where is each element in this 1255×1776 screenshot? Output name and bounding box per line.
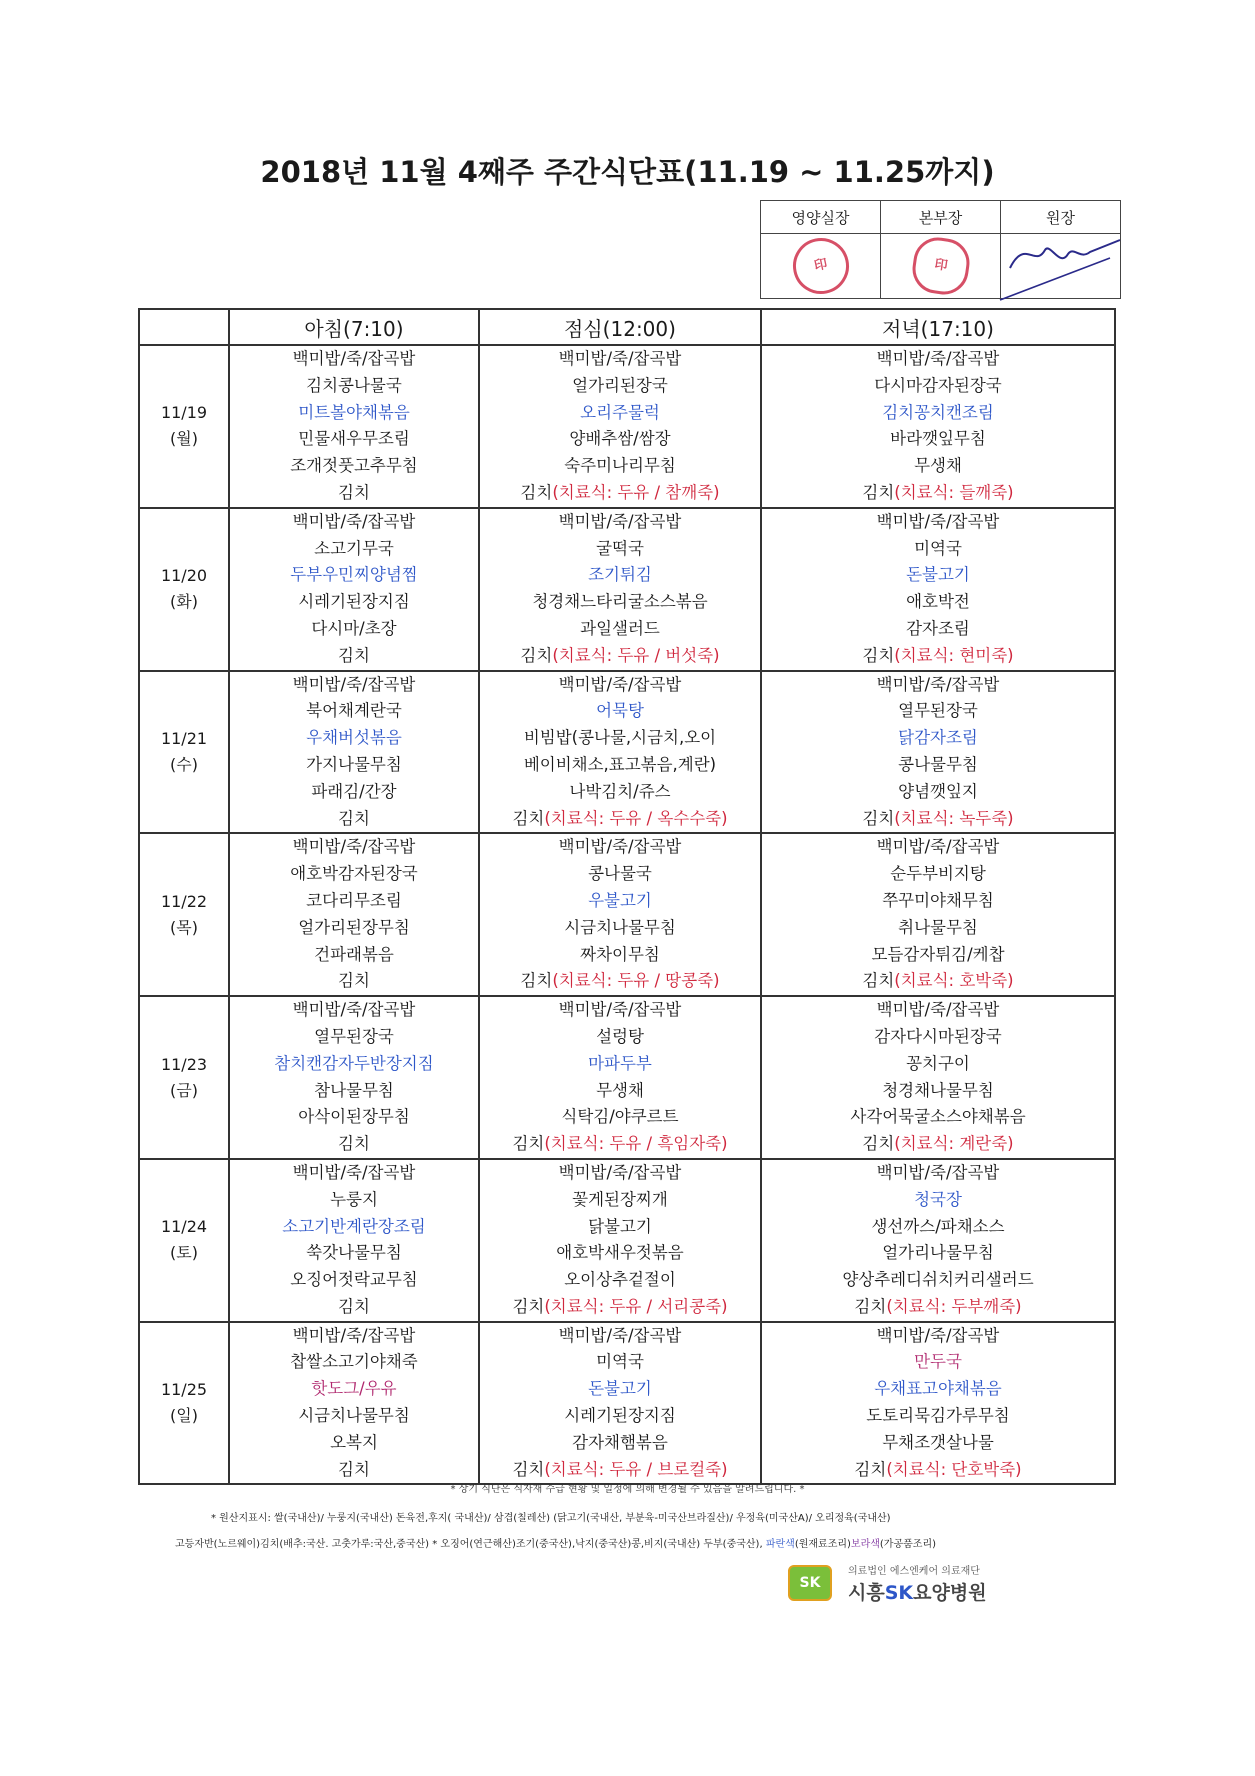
approval-header-nutrition: 영양실장 bbox=[761, 201, 881, 234]
menu-item: 비빔밥(콩나물,시금치,오이 bbox=[523, 728, 717, 748]
menu-item-kimchi: 김치 bbox=[862, 1134, 895, 1154]
menu-item bbox=[762, 643, 1114, 670]
menu-item: 무생채 bbox=[596, 1080, 644, 1100]
menu-item: 감자다시마된장국 bbox=[874, 1026, 1002, 1046]
legend-purple: 보라색 bbox=[850, 1539, 880, 1550]
approval-header-head: 원장 bbox=[1001, 201, 1121, 234]
menu-item: 콩나물무침 bbox=[898, 754, 978, 774]
menu-item: 우불고기 bbox=[588, 890, 652, 910]
menu-item: 백미밥/죽/잡곡밥 bbox=[558, 511, 682, 531]
menu-item: 코다리무조림 bbox=[306, 890, 402, 910]
day-weekday: (목) bbox=[170, 917, 198, 937]
dinner-cell bbox=[761, 1322, 1115, 1485]
day-weekday: (토) bbox=[170, 1243, 198, 1263]
day-date: 11/19 bbox=[160, 403, 208, 423]
menu-item-kimchi: 김치 bbox=[520, 645, 553, 665]
day-date: 11/21 bbox=[160, 728, 208, 748]
menu-item: 모듬감자튀김/케찹 bbox=[871, 944, 1005, 964]
menu-item: 두부우민찌양념찜 bbox=[290, 565, 418, 585]
menu-item: 백미밥/죽/잡곡밥 bbox=[558, 1000, 682, 1020]
therapeutic-diet-note: (치료식: 두유 / 흑임자죽) bbox=[544, 1134, 728, 1154]
day-weekday: (일) bbox=[170, 1406, 198, 1426]
menu-item: 백미밥/죽/잡곡밥 bbox=[876, 511, 1000, 531]
menu-item: 백미밥/죽/잡곡밥 bbox=[292, 837, 416, 857]
table-row bbox=[139, 1322, 1115, 1485]
menu-item: 오리주물럭 bbox=[580, 402, 660, 422]
menu-item bbox=[480, 643, 760, 670]
day-weekday: (월) bbox=[170, 429, 198, 449]
menu-item: 다시마감자된장국 bbox=[874, 375, 1002, 395]
seal-stamp-icon: 印 bbox=[909, 234, 972, 297]
therapeutic-diet-note: (치료식: 들깨죽) bbox=[894, 482, 1014, 502]
menu-item: 오이상추겉절이 bbox=[564, 1270, 676, 1290]
menu-item: 백미밥/죽/잡곡밥 bbox=[558, 349, 682, 368]
table-row bbox=[139, 508, 1115, 671]
breakfast-cell bbox=[229, 833, 479, 996]
menu-item: 우채버섯볶음 bbox=[306, 728, 402, 748]
menu-item: 생선까스/파채소스 bbox=[871, 1216, 1005, 1236]
legend-blue-desc: (원재료조리) bbox=[794, 1539, 851, 1550]
menu-item: 김치꽁치캔조림 bbox=[882, 402, 994, 422]
menu-item: 양념깻잎지 bbox=[898, 781, 978, 801]
menu-item: 백미밥/죽/잡곡밥 bbox=[292, 511, 416, 531]
menu-item: 애호박새우젓볶음 bbox=[556, 1243, 684, 1263]
footer-origin-line2 bbox=[175, 1535, 936, 1550]
menu-item: 김치 bbox=[338, 482, 370, 502]
menu-item: 돈불고기 bbox=[906, 565, 970, 585]
hospital-logo-icon: SK bbox=[788, 1565, 832, 1601]
day-date: 11/20 bbox=[160, 566, 208, 586]
menu-item: 만두국 bbox=[914, 1352, 962, 1372]
header-dinner: 저녁(17:10) bbox=[761, 309, 1115, 345]
menu-item-kimchi: 김치 bbox=[862, 482, 895, 502]
menu-item: 애호박감자된장국 bbox=[290, 864, 418, 884]
menu-item: 백미밥/죽/잡곡밥 bbox=[558, 1162, 682, 1182]
menu-item: 과일샐러드 bbox=[580, 618, 660, 638]
approval-header-director: 본부장 bbox=[881, 201, 1001, 234]
menu-item: 닭불고기 bbox=[588, 1216, 652, 1236]
menu-item: 김치 bbox=[338, 971, 370, 991]
therapeutic-diet-note: (치료식: 계란죽) bbox=[894, 1134, 1014, 1154]
menu-item: 양배추쌈/쌈장 bbox=[569, 429, 671, 449]
table-row bbox=[139, 1159, 1115, 1322]
menu-item: 청경채느타리굴소스볶음 bbox=[532, 592, 708, 612]
signature-icon bbox=[990, 228, 1130, 308]
menu-item: 청국장 bbox=[914, 1189, 962, 1209]
menu-item: 백미밥/죽/잡곡밥 bbox=[558, 1325, 682, 1345]
org-name bbox=[848, 1578, 987, 1605]
menu-item: 핫도그/우유 bbox=[311, 1379, 397, 1399]
menu-item: 무생채 bbox=[914, 456, 962, 476]
table-row bbox=[139, 996, 1115, 1159]
lunch-cell bbox=[479, 671, 761, 834]
menu-item: 얼가리된장국 bbox=[572, 375, 668, 395]
menu-item: 쭈꾸미야채무침 bbox=[882, 890, 994, 910]
menu-item-kimchi: 김치 bbox=[854, 1296, 887, 1316]
menu-item: 김치 bbox=[338, 1459, 370, 1479]
therapeutic-diet-note: (치료식: 두유 / 브로컬죽) bbox=[544, 1459, 728, 1479]
menu-item: 얼가리된장무침 bbox=[298, 917, 410, 937]
menu-item: 순두부비지탕 bbox=[890, 864, 986, 884]
menu-item: 양상추레디쉬치커리샐러드 bbox=[842, 1270, 1034, 1290]
menu-item: 청경채나물무침 bbox=[882, 1080, 994, 1100]
menu-item: 콩나물국 bbox=[588, 864, 652, 884]
approval-stamp-director-cell bbox=[881, 234, 1001, 299]
menu-item: 미트볼야채볶음 bbox=[298, 402, 410, 422]
origin-line2-text: 고등자반(노르웨이)김치(배추:국산. 고춧가루:국산,중국산) * 오징어(연근해산)조기(중국산),낙지(중국산)콩,비지(국내산) 두부(중국산), bbox=[175, 1539, 763, 1550]
breakfast-cell bbox=[229, 671, 479, 834]
menu-item: 백미밥/죽/잡곡밥 bbox=[292, 674, 416, 694]
menu-item: 감자조림 bbox=[906, 618, 970, 638]
day-date: 11/25 bbox=[160, 1380, 208, 1400]
menu-item-kimchi: 김치 bbox=[862, 971, 895, 991]
menu-item: 꽃게된장찌개 bbox=[572, 1189, 668, 1209]
day-cell bbox=[139, 508, 229, 671]
menu-item: 시금치나물무침 bbox=[298, 1406, 410, 1426]
lunch-cell bbox=[479, 1159, 761, 1322]
day-weekday: (금) bbox=[170, 1080, 198, 1100]
menu-item: 마파두부 bbox=[588, 1053, 652, 1073]
seal-stamp-icon: 印 bbox=[787, 233, 853, 299]
lunch-cell bbox=[479, 508, 761, 671]
menu-item: 열무된장국 bbox=[898, 701, 978, 721]
menu-item: 백미밥/죽/잡곡밥 bbox=[876, 674, 1000, 694]
menu-item: 미역국 bbox=[596, 1352, 644, 1372]
menu-item-kimchi: 김치 bbox=[520, 971, 553, 991]
menu-item-kimchi: 김치 bbox=[862, 645, 895, 665]
table-row bbox=[139, 833, 1115, 996]
menu-item: 어묵탕 bbox=[596, 701, 644, 721]
therapeutic-diet-note: (치료식: 두유 / 땅콩죽) bbox=[552, 971, 720, 991]
menu-item: 김치 bbox=[338, 1296, 370, 1316]
header-date bbox=[139, 309, 229, 345]
day-cell bbox=[139, 1322, 229, 1485]
menu-item: 시금치나물무침 bbox=[564, 917, 676, 937]
menu-item: 조기튀김 bbox=[588, 565, 652, 585]
therapeutic-diet-note: (치료식: 두부깨죽) bbox=[886, 1296, 1022, 1316]
menu-item: 짜차이무침 bbox=[580, 944, 660, 964]
menu-item: 참나물무침 bbox=[314, 1080, 394, 1100]
weekly-menu-table bbox=[138, 308, 1116, 1485]
day-cell bbox=[139, 345, 229, 508]
menu-item: 소고기무국 bbox=[314, 538, 394, 558]
menu-item: 오징어젓락교무침 bbox=[290, 1270, 418, 1290]
org-name-prefix: 시흥 bbox=[848, 1582, 885, 1604]
dinner-cell bbox=[761, 508, 1115, 671]
menu-item: 식탁김/야쿠르트 bbox=[561, 1107, 679, 1127]
day-cell bbox=[139, 833, 229, 996]
menu-item: 건파래볶음 bbox=[314, 944, 394, 964]
therapeutic-diet-note: (치료식: 두유 / 서리콩죽) bbox=[544, 1296, 728, 1316]
menu-item: 나박김치/쥬스 bbox=[569, 781, 671, 801]
menu-item: 찹쌀소고기야채죽 bbox=[290, 1352, 418, 1372]
menu-item bbox=[480, 1131, 760, 1158]
menu-item: 김치 bbox=[338, 645, 370, 665]
table-row bbox=[139, 671, 1115, 834]
menu-item: 베이비채소,표고볶음,계란) bbox=[523, 754, 717, 774]
menu-item-kimchi: 김치 bbox=[512, 1459, 545, 1479]
menu-item-kimchi: 김치 bbox=[512, 1134, 545, 1154]
dinner-cell bbox=[761, 671, 1115, 834]
day-date: 11/22 bbox=[160, 891, 208, 911]
therapeutic-diet-note: (치료식: 녹두죽) bbox=[894, 808, 1014, 828]
menu-item: 소고기반계란장조림 bbox=[282, 1216, 426, 1236]
dinner-cell bbox=[761, 1159, 1115, 1322]
table-row bbox=[139, 345, 1115, 508]
footer-notice: * 상기 식단은 식자재 수급 현황 및 일정에 의해 변경될 수 있음을 알려드립니다. * bbox=[450, 1484, 805, 1495]
menu-item: 감자채햄볶음 bbox=[572, 1432, 668, 1452]
menu-item: 바라깻잎무침 bbox=[890, 429, 986, 449]
menu-item: 취나물무침 bbox=[898, 917, 978, 937]
menu-item: 백미밥/죽/잡곡밥 bbox=[292, 1325, 416, 1345]
menu-item: 백미밥/죽/잡곡밥 bbox=[558, 674, 682, 694]
menu-item: 시레기된장지짐 bbox=[564, 1406, 676, 1426]
menu-item: 도토리묵김가루무침 bbox=[866, 1406, 1010, 1426]
therapeutic-diet-note: (치료식: 두유 / 버섯죽) bbox=[552, 645, 720, 665]
menu-item: 파래김/간장 bbox=[311, 781, 397, 801]
menu-item: 김치 bbox=[338, 1134, 370, 1154]
menu-item: 숙주미나리무침 bbox=[564, 456, 676, 476]
page-title: 2018년 11월 4째주 주간식단표(11.19 ~ 11.25까지) bbox=[260, 155, 995, 189]
menu-item: 오복지 bbox=[330, 1432, 378, 1452]
menu-item: 아삭이된장무침 bbox=[298, 1107, 410, 1127]
menu-item: 북어채계란국 bbox=[306, 701, 402, 721]
menu-item-kimchi: 김치 bbox=[512, 1296, 545, 1316]
footer-origin-line1: * 원산지표시: 쌀(국내산)/ 누룽지(국내산) 돈육전,후지( 국내산)/ 삼겹(칠레산) (닭고기(국내산, 부분육-미국산브라질산)/ 우정육(미국산A)/ 오리정육(국내산) bbox=[211, 1513, 891, 1524]
menu-item bbox=[480, 806, 760, 833]
menu-item: 설렁탕 bbox=[596, 1026, 644, 1046]
menu-item bbox=[480, 1294, 760, 1321]
day-date: 11/24 bbox=[160, 1217, 208, 1237]
menu-item: 백미밥/죽/잡곡밥 bbox=[876, 1000, 1000, 1020]
breakfast-cell bbox=[229, 508, 479, 671]
menu-item: 돈불고기 bbox=[588, 1379, 652, 1399]
menu-item-kimchi: 김치 bbox=[512, 808, 545, 828]
menu-item: 백미밥/죽/잡곡밥 bbox=[292, 1162, 416, 1182]
menu-item bbox=[762, 1131, 1114, 1158]
day-weekday: (수) bbox=[170, 754, 198, 774]
header-breakfast: 아침(7:10) bbox=[229, 309, 479, 345]
dinner-cell bbox=[761, 833, 1115, 996]
header-lunch: 점심(12:00) bbox=[479, 309, 761, 345]
lunch-cell bbox=[479, 1322, 761, 1485]
menu-item: 백미밥/죽/잡곡밥 bbox=[558, 837, 682, 857]
menu-item: 백미밥/죽/잡곡밥 bbox=[876, 837, 1000, 857]
dinner-cell bbox=[761, 996, 1115, 1159]
menu-item: 사각어묵굴소스야채볶음 bbox=[850, 1107, 1026, 1127]
therapeutic-diet-note: (치료식: 단호박죽) bbox=[886, 1459, 1022, 1479]
menu-item: 굴떡국 bbox=[596, 538, 644, 558]
menu-item: 무채조갯살나물 bbox=[882, 1432, 994, 1452]
menu-item: 김치 bbox=[338, 808, 370, 828]
breakfast-cell bbox=[229, 345, 479, 508]
breakfast-cell bbox=[229, 1159, 479, 1322]
org-name-sk: SK bbox=[884, 1582, 914, 1604]
menu-item: 시레기된장지짐 bbox=[298, 592, 410, 612]
menu-item bbox=[762, 968, 1114, 995]
menu-item: 우채표고야채볶음 bbox=[874, 1379, 1002, 1399]
menu-item: 백미밥/죽/잡곡밥 bbox=[292, 349, 416, 368]
menu-item: 백미밥/죽/잡곡밥 bbox=[292, 1000, 416, 1020]
therapeutic-diet-note: (치료식: 호박죽) bbox=[894, 971, 1014, 991]
day-cell bbox=[139, 1159, 229, 1322]
menu-item: 백미밥/죽/잡곡밥 bbox=[876, 1162, 1000, 1182]
menu-item: 얼가리나물무침 bbox=[882, 1243, 994, 1263]
therapeutic-diet-note: (치료식: 두유 / 참깨죽) bbox=[552, 482, 720, 502]
menu-item: 다시마/초장 bbox=[311, 618, 397, 638]
menu-item: 백미밥/죽/잡곡밥 bbox=[876, 1325, 1000, 1345]
menu-item: 김치콩나물국 bbox=[306, 375, 402, 395]
lunch-cell bbox=[479, 345, 761, 508]
legend-blue: 파란색 bbox=[765, 1539, 795, 1550]
day-weekday: (화) bbox=[170, 592, 198, 612]
menu-item: 조개젓풋고추무침 bbox=[290, 456, 418, 476]
menu-item: 가지나물무침 bbox=[306, 754, 402, 774]
lunch-cell bbox=[479, 833, 761, 996]
menu-item-kimchi: 김치 bbox=[862, 808, 895, 828]
therapeutic-diet-note: (치료식: 현미죽) bbox=[894, 645, 1014, 665]
menu-item: 쑥갓나물무침 bbox=[306, 1243, 402, 1263]
menu-item: 누룽지 bbox=[330, 1189, 378, 1209]
dinner-cell bbox=[761, 345, 1115, 508]
menu-item: 꽁치구이 bbox=[906, 1053, 970, 1073]
legend-purple-desc: (가공품조리) bbox=[879, 1539, 937, 1550]
menu-item: 애호박전 bbox=[906, 592, 970, 612]
menu-item-kimchi: 김치 bbox=[520, 482, 553, 502]
day-cell bbox=[139, 996, 229, 1159]
breakfast-cell bbox=[229, 1322, 479, 1485]
menu-item: 민물새우무조림 bbox=[298, 429, 410, 449]
menu-item bbox=[762, 806, 1114, 833]
day-date: 11/23 bbox=[160, 1054, 208, 1074]
menu-item bbox=[762, 1294, 1114, 1321]
menu-item: 백미밥/죽/잡곡밥 bbox=[876, 349, 1000, 368]
therapeutic-diet-note: (치료식: 두유 / 옥수수죽) bbox=[544, 808, 728, 828]
menu-item bbox=[762, 480, 1114, 507]
menu-item-kimchi: 김치 bbox=[854, 1459, 887, 1479]
approval-stamp-nutrition-cell bbox=[761, 234, 881, 299]
org-subtitle: 의료법인 에스엔케어 의료재단 bbox=[848, 1566, 980, 1577]
menu-item: 열무된장국 bbox=[314, 1026, 394, 1046]
menu-item: 미역국 bbox=[914, 538, 962, 558]
org-name-suffix: 요양병원 bbox=[913, 1582, 987, 1604]
day-cell bbox=[139, 671, 229, 834]
breakfast-cell bbox=[229, 996, 479, 1159]
menu-item: 참치캔감자두반장지짐 bbox=[274, 1053, 434, 1073]
menu-item bbox=[480, 480, 760, 507]
menu-item: 닭감자조림 bbox=[898, 728, 978, 748]
lunch-cell bbox=[479, 996, 761, 1159]
menu-item bbox=[480, 968, 760, 995]
